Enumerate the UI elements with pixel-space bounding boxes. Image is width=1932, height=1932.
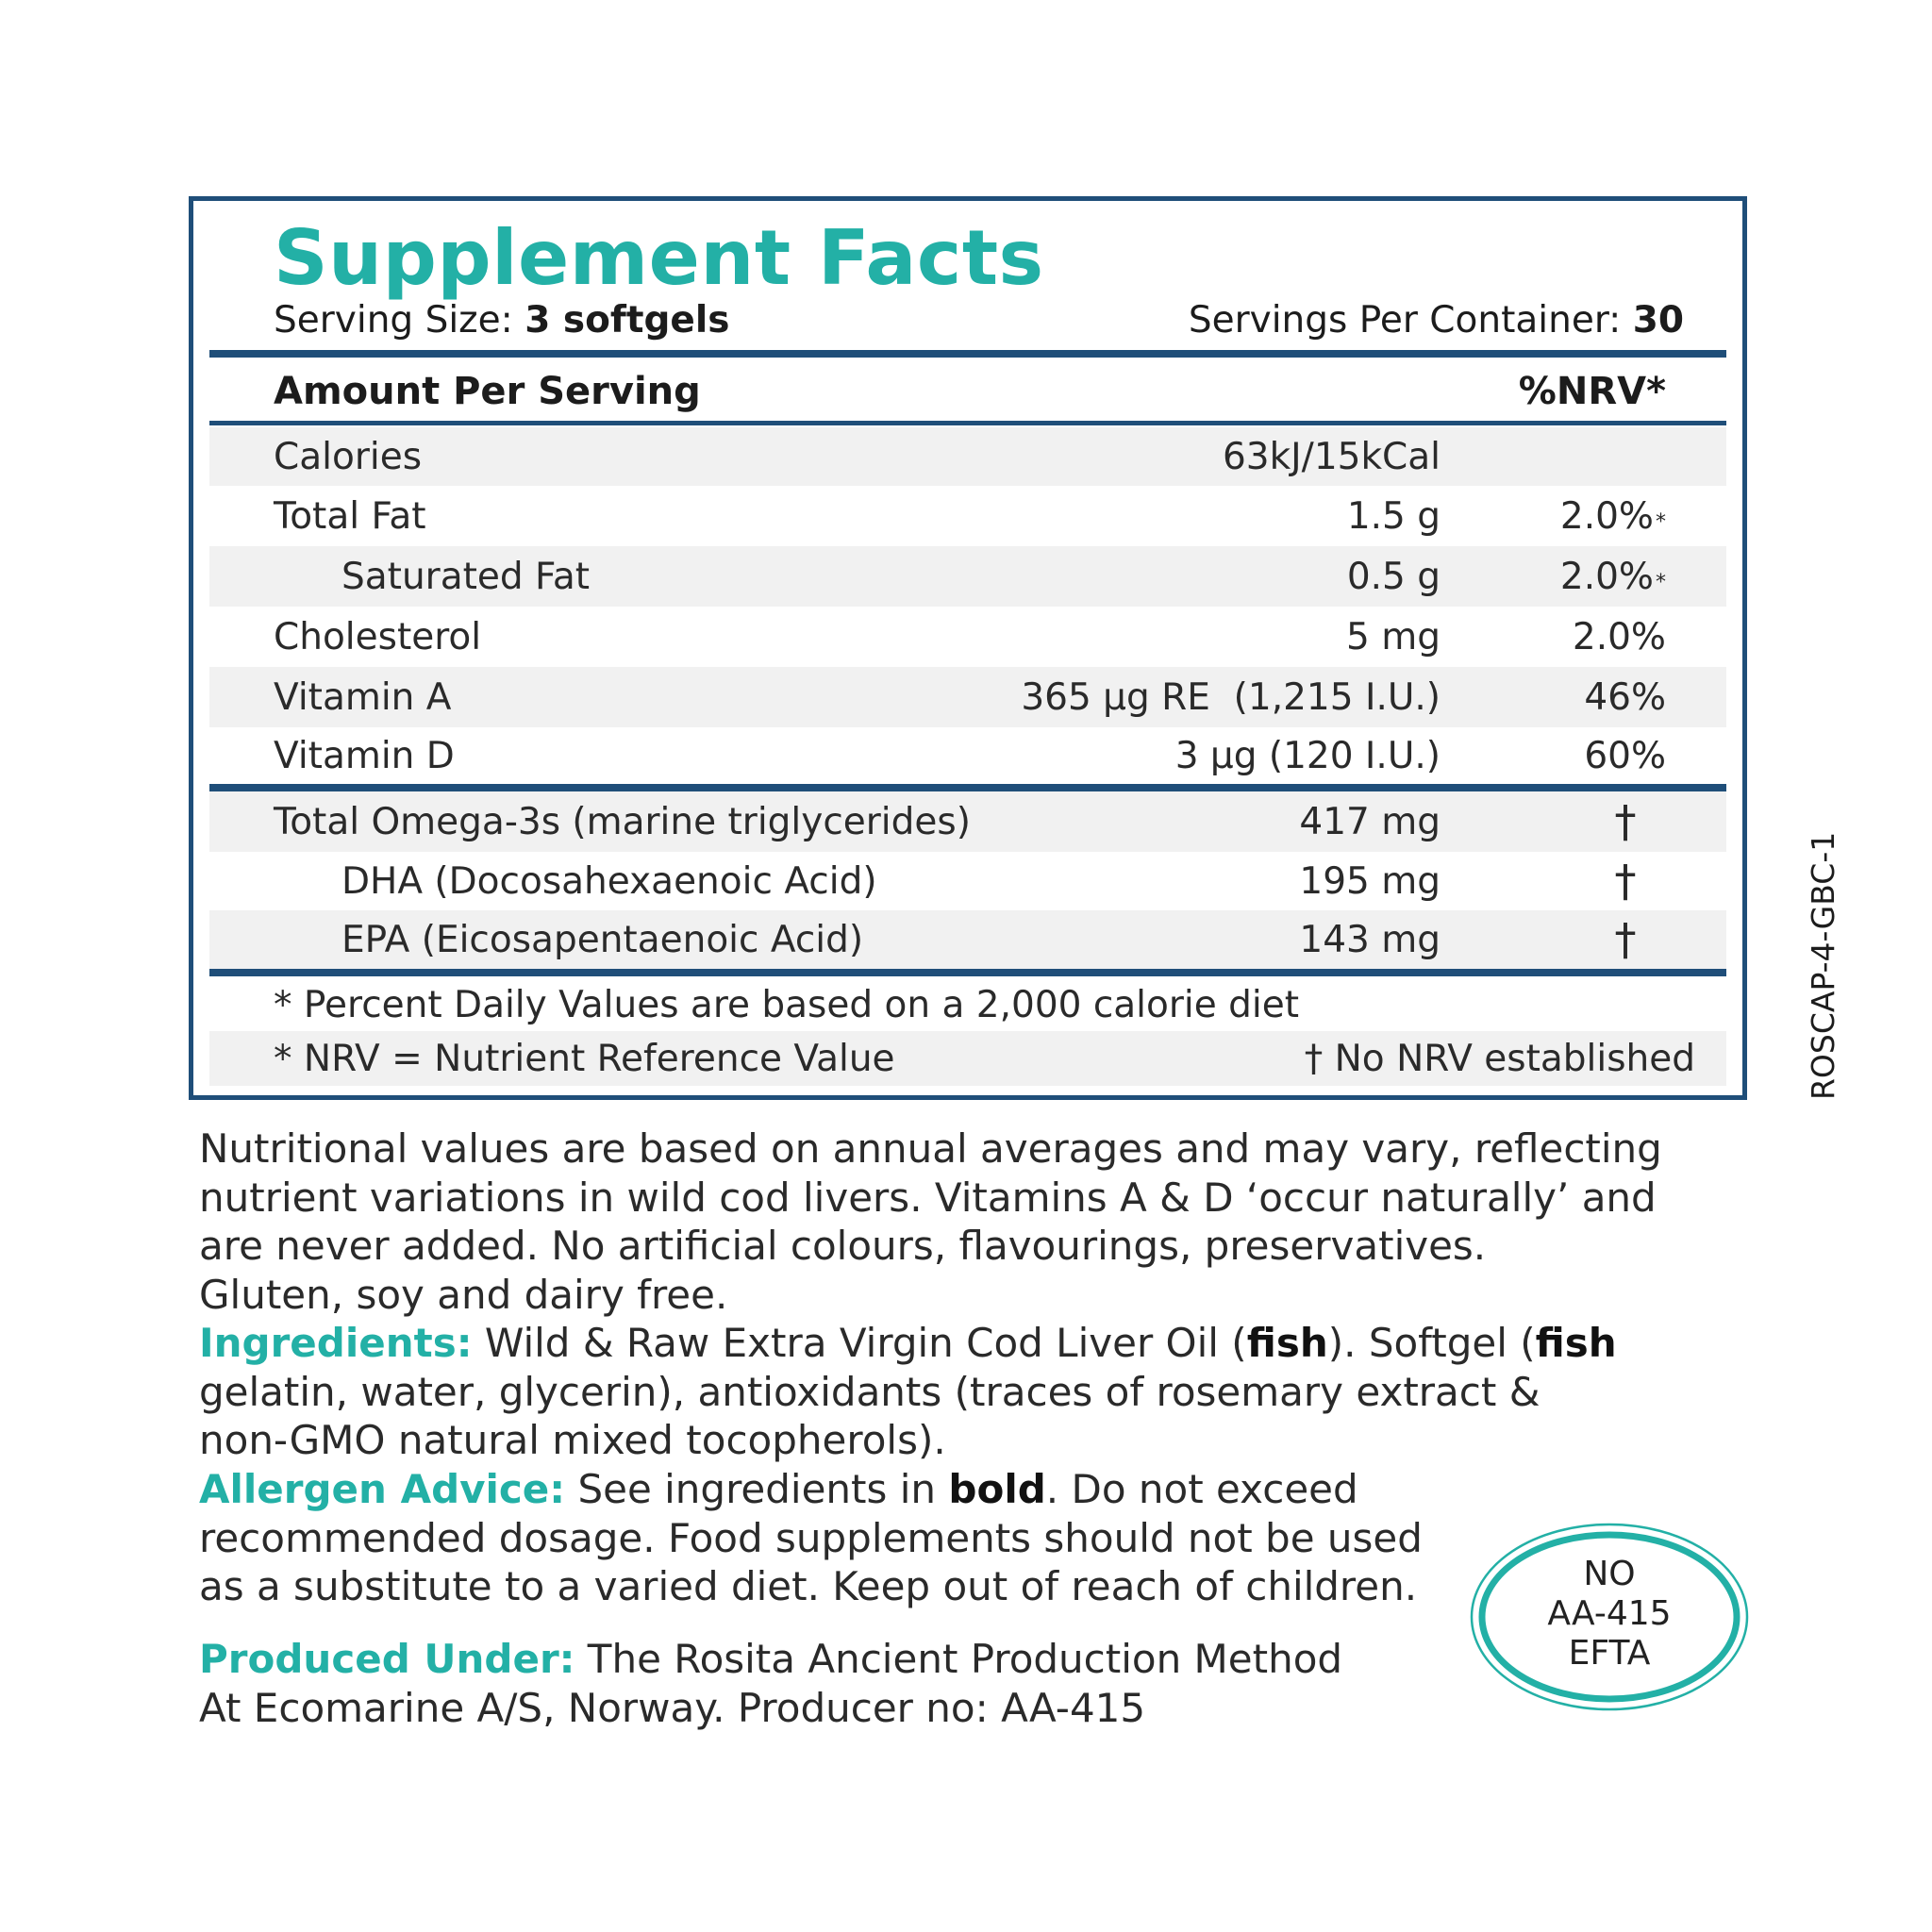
notes-line: Gluten, soy and dairy free. xyxy=(199,1271,728,1318)
servings-per-container-label: Servings Per Container: xyxy=(1188,298,1622,341)
nutrient-name: Vitamin D xyxy=(274,734,455,777)
footnote-daily-values: * Percent Daily Values are based on a 2,000 calorie diet xyxy=(274,983,1300,1026)
amount-header-row xyxy=(209,365,1726,418)
ingredients-label: Ingredients: xyxy=(199,1320,473,1366)
nutrient-name: Cholesterol xyxy=(274,615,482,658)
nrv-asterisk: * xyxy=(1656,570,1666,594)
ingredients-text: Wild & Raw Extra Virgin Cod Liver Oil ( xyxy=(472,1320,1247,1366)
footnote-nrv-definition: * NRV = Nutrient Reference Value xyxy=(274,1037,895,1080)
allergen-section xyxy=(199,1465,1690,1611)
nutrient-row-omega-3 xyxy=(209,791,1726,852)
ingredients-line: gelatin, water, glycerin), antioxidants (traces of rosemary extract & xyxy=(199,1368,1541,1415)
header-rule xyxy=(209,421,1726,425)
nutrition-notes xyxy=(199,1124,1690,1319)
seal-line-no: NO xyxy=(1583,1555,1636,1593)
nutrient-amount: 143 mg xyxy=(1299,918,1441,961)
serving-size xyxy=(274,299,729,341)
nutrient-amount: 3 µg (120 I.U.) xyxy=(1174,734,1441,777)
dagger-mark: † xyxy=(1614,914,1637,965)
nutrient-row-total-fat xyxy=(209,486,1726,546)
nutrient-name: DHA (Docosahexaenoic Acid) xyxy=(341,859,877,903)
notes-line: nutrient variations in wild cod livers. Vitamins A & D ‘occur naturally’ and xyxy=(199,1174,1657,1221)
servings-per-container xyxy=(1189,299,1684,341)
nutrient-amount: 0.5 g xyxy=(1346,555,1441,598)
nutrient-nrv: 46% xyxy=(1584,675,1666,719)
allergen-line: as a substitute to a varied diet. Keep out of reach of children. xyxy=(199,1563,1418,1609)
thick-rule xyxy=(209,784,1726,791)
nutrient-row-dha xyxy=(209,852,1726,910)
allergen-label: Allergen Advice: xyxy=(199,1466,566,1512)
thick-rule xyxy=(209,969,1726,976)
allergen-text: . Do not exceed xyxy=(1045,1466,1358,1512)
nutrient-nrv xyxy=(1560,486,1666,546)
nutrient-name: Calories xyxy=(274,435,423,478)
nutrient-name: Vitamin A xyxy=(274,675,452,719)
nutrient-nrv xyxy=(1560,546,1666,607)
nutrient-nrv: 60% xyxy=(1584,734,1666,777)
nutrient-name: EPA (Eicosapentaenoic Acid) xyxy=(341,918,864,961)
thick-rule xyxy=(209,350,1726,358)
nutrient-amount: 365 µg RE (1,215 I.U.) xyxy=(1021,675,1441,719)
ingredients-line: non-GMO natural mixed tocopherols). xyxy=(199,1417,946,1463)
dagger-mark: † xyxy=(1614,856,1637,907)
nrv-heading: %NRV* xyxy=(1518,370,1666,413)
produced-label: Produced Under: xyxy=(199,1636,575,1682)
amount-per-serving-heading: Amount Per Serving xyxy=(274,370,701,413)
produced-text: The Rosita Ancient Production Method xyxy=(575,1636,1343,1682)
nutrient-nrv: 2.0% xyxy=(1572,615,1666,658)
nutrient-row-epa xyxy=(209,910,1726,969)
allergen-bold: fish xyxy=(1535,1320,1617,1366)
nutrient-row-calories xyxy=(209,427,1726,486)
ingredients-line xyxy=(199,1319,1690,1368)
panel-title: Supplement Facts xyxy=(274,214,1044,302)
footnote-no-nrv: † No NRV established xyxy=(1304,1037,1695,1080)
nutrient-row-saturated-fat xyxy=(209,546,1726,607)
allergen-text: See ingredients in xyxy=(565,1466,949,1512)
allergen-line xyxy=(199,1465,1690,1514)
nrv-asterisk: * xyxy=(1656,509,1666,534)
notes-line: are never added. No artificial colours, flavourings, preservatives. xyxy=(199,1223,1487,1269)
nutrient-row-cholesterol xyxy=(209,607,1726,667)
nutrient-row-vitamin-d xyxy=(209,727,1726,784)
serving-info xyxy=(274,295,1684,344)
footnote-row-dv xyxy=(209,978,1726,1031)
produced-line: At Ecomarine A/S, Norway. Producer no: AA-415 xyxy=(199,1684,1146,1731)
serving-size-label: Serving Size: xyxy=(274,298,513,341)
nrv-value: 2.0% xyxy=(1559,494,1654,538)
produced-section xyxy=(199,1635,1690,1732)
allergen-line: recommended dosage. Food supplements should not be used xyxy=(199,1514,1423,1561)
side-code: ROSCAP-4-GBC-1 xyxy=(1805,831,1841,1100)
nutrient-name: Total Omega-3s (marine triglycerides) xyxy=(274,800,971,843)
seal-line-efta: EFTA xyxy=(1568,1634,1651,1673)
seal-text xyxy=(1468,1555,1751,1674)
serving-size-value: 3 softgels xyxy=(525,298,730,341)
nutrient-row-vitamin-a xyxy=(209,667,1726,727)
dagger-mark: † xyxy=(1614,796,1637,847)
notes-line: Nutritional values are based on annual averages and may vary, reflecting xyxy=(199,1125,1662,1172)
nrv-value: 2.0% xyxy=(1559,555,1654,598)
nutrient-amount: 63kJ/15kCal xyxy=(1222,435,1441,478)
produced-line xyxy=(199,1635,1690,1684)
seal-line-producer: AA-415 xyxy=(1547,1594,1672,1633)
footnote-row-nrv xyxy=(209,1031,1726,1086)
supplement-facts-panel xyxy=(189,196,1747,1100)
ingredients-section xyxy=(199,1319,1690,1465)
ingredients-text: ). Softgel ( xyxy=(1327,1320,1536,1366)
allergen-bold: fish xyxy=(1246,1320,1328,1366)
efta-approval-seal xyxy=(1468,1521,1751,1713)
allergen-bold-word: bold xyxy=(948,1466,1046,1512)
nutrient-amount: 195 mg xyxy=(1299,859,1441,903)
nutrient-amount: 5 mg xyxy=(1346,615,1441,658)
servings-per-container-value: 30 xyxy=(1632,298,1684,341)
nutrient-amount: 417 mg xyxy=(1299,800,1441,843)
nutrient-amount: 1.5 g xyxy=(1346,494,1441,538)
nutrient-name: Total Fat xyxy=(274,494,426,538)
nutrient-name: Saturated Fat xyxy=(341,555,591,598)
